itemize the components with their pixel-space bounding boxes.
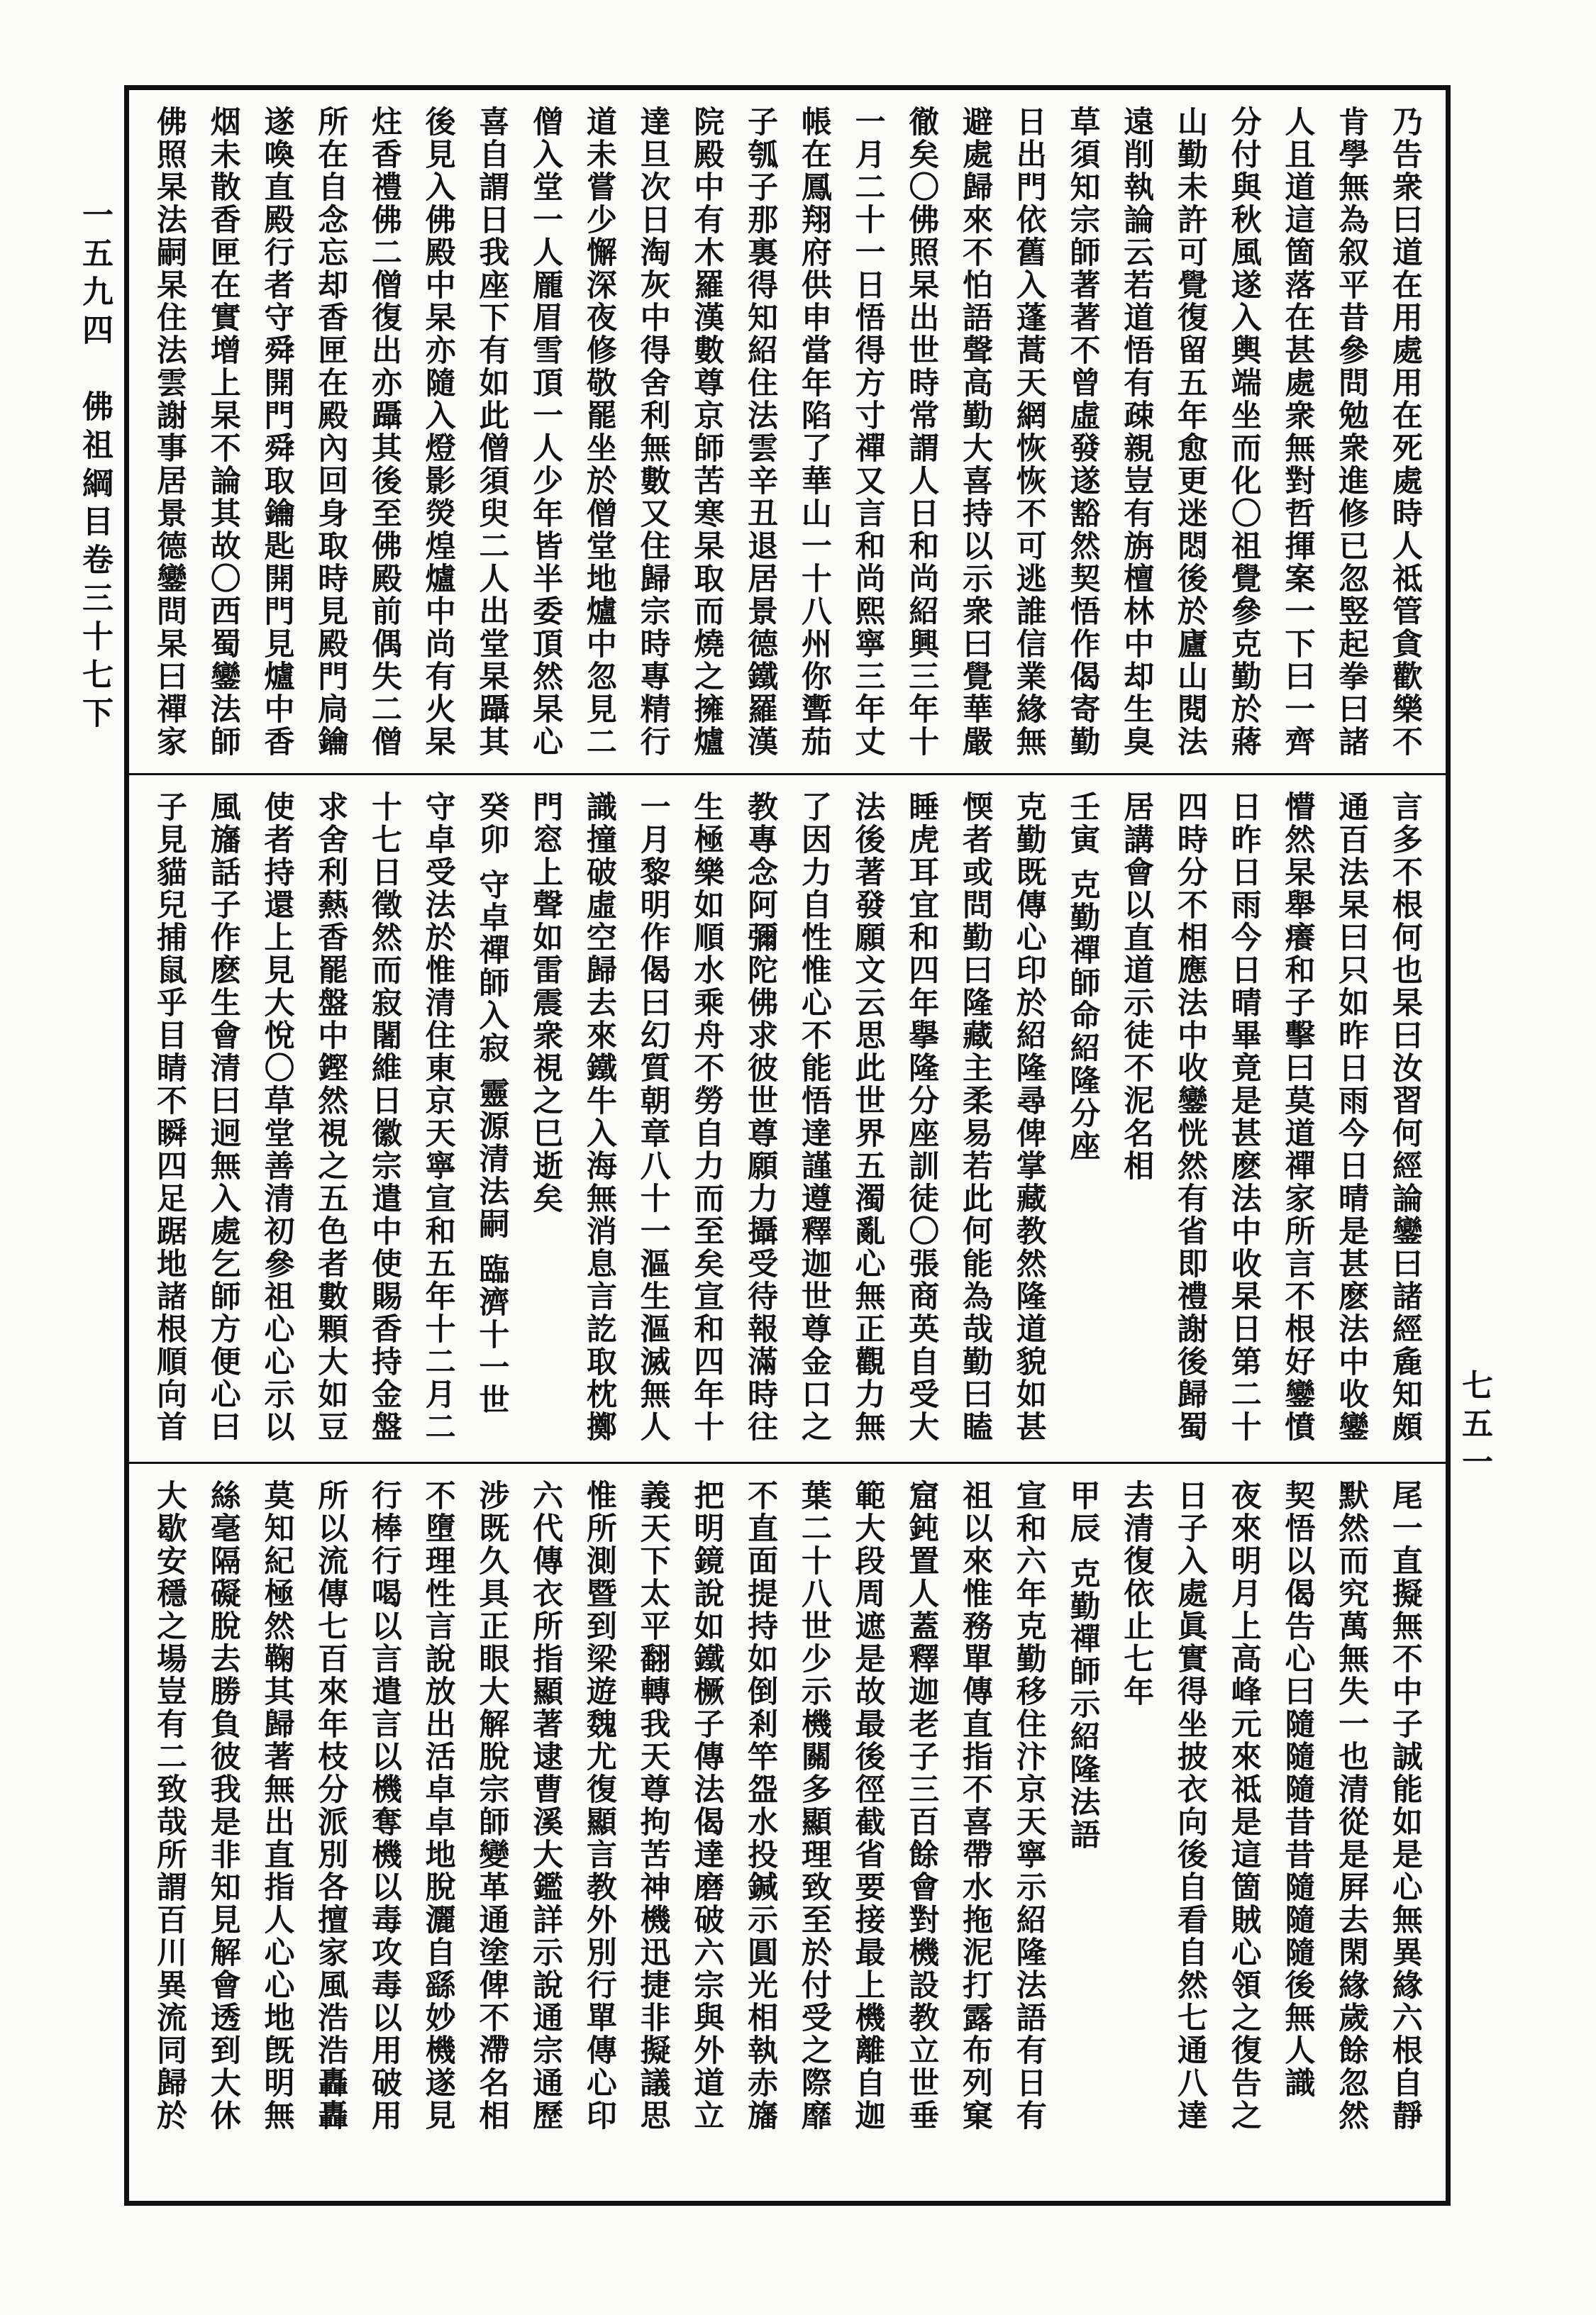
text-column: 一月二十一日悟得方寸禪又言和尚熙寧三年丈	[850, 106, 886, 758]
text-column: 避處歸來不怕語聲高勤大喜持以示衆曰覺華嚴	[958, 106, 994, 758]
text-column: 去清復依止七年	[1119, 1480, 1155, 1708]
text-column: 所在自念忘却香匣在殿內回身取時見殿門扃鑰	[313, 106, 349, 758]
text-column: 草須知宗師著著不曾虛發遂豁然契悟作偈寄勤	[1065, 106, 1101, 758]
text-column: 識撞破虛空歸去來鐵牛入海無消息言訖取枕擲	[581, 791, 617, 1443]
text-column: 十七日徵然而寂闍維日徽宗遣中使賜香持金盤	[366, 791, 402, 1443]
text-column: 絲毫隔礙脫去勝負彼我是非知見解會透到大休	[205, 1480, 241, 2132]
text-column: 守卓受法於惟清住東京天寧宣和五年十二月二	[420, 791, 456, 1443]
text-column: 子瓠子那裏得知紹住法雲辛丑退居景德鐵羅漢	[743, 106, 779, 758]
text-column: 分付與秋風遂入輿端坐而化〇祖覺參克勤於蔣	[1226, 106, 1262, 758]
text-column: 日子入處眞實得坐披衣向後自看自然七通八達	[1172, 1480, 1208, 2132]
text-column: 日出門依舊入蓬蒿天網恢恢不可逃誰信業緣無	[1011, 106, 1047, 758]
header-left: 一五九四 佛祖綱目卷三十七下	[77, 199, 113, 735]
text-column: 四時分不相應法中收鑾恍然有省即禮謝後歸蜀	[1172, 791, 1208, 1443]
text-column: 肯學無為叙平昔參問勉衆進修已忽竪起拳曰諸	[1334, 106, 1370, 758]
text-column: 烟未散香匣在實增上杲不論其故〇西蜀鑾法師	[205, 106, 241, 758]
text-column: 壬寅 克勤禪師命紹隆分座	[1065, 791, 1101, 1162]
text-column: 門窓上聲如雷震衆視之巳逝矣	[528, 791, 564, 1215]
text-column: 徹矣〇佛照杲出世時常謂人日和尚紹興三年十	[904, 106, 940, 758]
text-column: 言多不根何也杲曰汝習何經論鑾曰諸經麁知頗	[1387, 791, 1423, 1443]
text-column: 六代傳衣所指顯著逮曹溪大鑑詳示說通宗通歷	[528, 1480, 564, 2132]
text-column: 行棒行喝以言遣言以機奪機以毒攻毒以用破用	[366, 1480, 402, 2132]
text-column: 不墮理性言說放出活卓卓地脫灑自繇妙機遂見	[420, 1480, 456, 2132]
text-column: 懵然杲舉癢和子擊曰莫道禪家所言不根好鑾憤	[1280, 791, 1316, 1443]
text-column: 佛照杲法嗣杲住法雲謝事居景德鑾問杲曰禪家	[152, 106, 187, 758]
text-column: 癸卯 守卓禪師入寂 靈源清法嗣 臨濟十一世	[474, 791, 510, 1416]
text-column: 甲辰 克勤禪師示紹隆法語	[1065, 1480, 1101, 1851]
text-column: 道未嘗少懈深夜修敬罷坐於僧堂地爐中忽見二	[581, 106, 617, 758]
text-column: 了因力自性惟心不能悟達謹遵釋迦世尊金口之	[796, 791, 832, 1443]
text-column: 生極樂如順水乘舟不勞自力而至矣宣和四年十	[689, 791, 725, 1443]
text-column: 遂喚直殿行者守舜開門舜取鑰匙開門見爐中香	[259, 106, 295, 758]
text-column: 喜自謂日我座下有如此僧須臾二人出堂杲躡其	[474, 106, 510, 758]
text-column: 範大段周遮是故最後徑截省要接最上機離自迦	[850, 1480, 886, 2132]
text-column: 睡虎耳宜和四年擧隆分座訓徒〇張商英自受大	[904, 791, 940, 1443]
text-column: 義天下太平翻轉我天尊拘苦神機迅捷非擬議思	[635, 1480, 671, 2132]
text-column: 默然而究萬無失一也清從是屛去閑緣歲餘忽然	[1334, 1480, 1370, 2132]
text-column: 葉二十八世少示機關多顯理致至於付受之際靡	[796, 1480, 832, 2132]
text-column: 尾一直擬無不中子誠能如是心無異緣六根自靜	[1387, 1480, 1423, 2132]
text-column: 祖以來惟務單傳直指不喜帶水拖泥打露布列窠	[958, 1480, 994, 2132]
text-column: 把明鏡說如鐵橛子傳法偈達磨破六宗與外道立	[689, 1480, 725, 2132]
band-columns	[148, 1480, 1427, 2188]
text-column: 不直面提持如倒剎竿盌水投鍼示圓光相執赤旛	[743, 1480, 779, 2132]
text-column: 帳在鳳翔府供申當年陷了華山一十八州你聻茄	[796, 106, 832, 758]
text-column: 後見入佛殿中杲亦隨入燈影熒煌爐中尚有火杲	[420, 106, 456, 758]
text-column: 夜來明月上高峰元來祗是這箇賊心領之復告之	[1226, 1480, 1262, 2132]
page-number: 七五一	[1456, 1369, 1492, 1484]
text-column: 炷香禮佛二僧復出亦躡其後至佛殿前偶失二僧	[366, 106, 402, 758]
text-column: 院殿中有木羅漢數尊京師苦寒杲取而燒之擁爐	[689, 106, 725, 758]
text-band-top	[129, 90, 1446, 773]
text-band-middle	[129, 775, 1446, 1462]
text-column: 遠削執論云若道悟有疎親豈有旃檀林中却生臭	[1119, 106, 1155, 758]
text-column: 窟鈍置人蓋釋迦老子三百餘會對機設教立世垂	[904, 1480, 940, 2132]
text-column: 通百法杲曰只如昨日雨今日晴是甚麽法中收鑾	[1334, 791, 1370, 1443]
text-column: 教專念阿彌陀佛求彼世尊願力攝受待報滿時往	[743, 791, 779, 1443]
text-column: 居講會以直道示徒不泥名相	[1119, 791, 1155, 1182]
text-column: 克勤既傳心印於紹隆尋俾掌藏教然隆道貌如甚	[1011, 791, 1047, 1443]
text-column: 大歇安穩之場豈有二致哉所謂百川異流同歸於	[152, 1480, 187, 2132]
band-columns	[148, 106, 1427, 760]
text-column: 所以流傳七百來年枝分派別各擅家風浩浩轟轟	[313, 1480, 349, 2132]
text-column: 使者持還上見大悅〇草堂善清初參祖心心示以	[259, 791, 295, 1443]
text-column: 宣和六年克勤移住汴京天寧示紹隆法語有日有	[1011, 1480, 1047, 2132]
text-column: 求舍利爇香罷盤中鏗然視之五色者數顆大如豆	[313, 791, 349, 1443]
text-column: 涉既久具正眼大解脫宗師變革通塗俾不滯名相	[474, 1480, 510, 2132]
text-column: 愞者或問勤曰隆藏主柔易若此何能為哉勤曰瞌	[958, 791, 994, 1443]
text-column: 僧入堂一人龎眉雪頂一人少年皆半委頂然杲心	[528, 106, 564, 758]
text-column: 法後著發願文云思此世界五濁亂心無正觀力無	[850, 791, 886, 1443]
text-column: 達旦次日淘灰中得舍利無數又住歸宗時專精行	[635, 106, 671, 758]
text-column: 人且道這箇落在甚處衆無對哲揮案一下曰一齊	[1280, 106, 1316, 758]
text-column: 一月黎明作偈曰幻質朝章八十一漚生漚滅無人	[635, 791, 671, 1443]
text-column: 日昨日雨今日晴畢竟是甚麽法中收杲日第二十	[1226, 791, 1262, 1443]
text-column: 莫知紀極然鞠其歸著無出直指人心心地旣明無	[259, 1480, 295, 2132]
text-column: 惟所測暨到梁遊魏尤復顯言教外別行單傳心印	[581, 1480, 617, 2132]
text-column: 乃告衆曰道在用處用在死處時人祗管貪歡樂不	[1387, 106, 1423, 758]
text-column: 風旛話子作麽生會清曰迥無入處乞師方便心曰	[205, 791, 241, 1443]
text-column: 山勤未許可覺復留五年愈更迷悶後於廬山閱法	[1172, 106, 1208, 758]
band-columns	[148, 791, 1427, 1449]
text-column: 子見貓兒捕鼠乎目睛不瞬四足踞地諸根順向首	[152, 791, 187, 1443]
text-band-bottom	[129, 1464, 1446, 2201]
text-frame	[124, 85, 1451, 2206]
text-column: 契悟以偈告心曰隨隨隨昔昔隨隨隨後無人識	[1280, 1480, 1316, 2099]
